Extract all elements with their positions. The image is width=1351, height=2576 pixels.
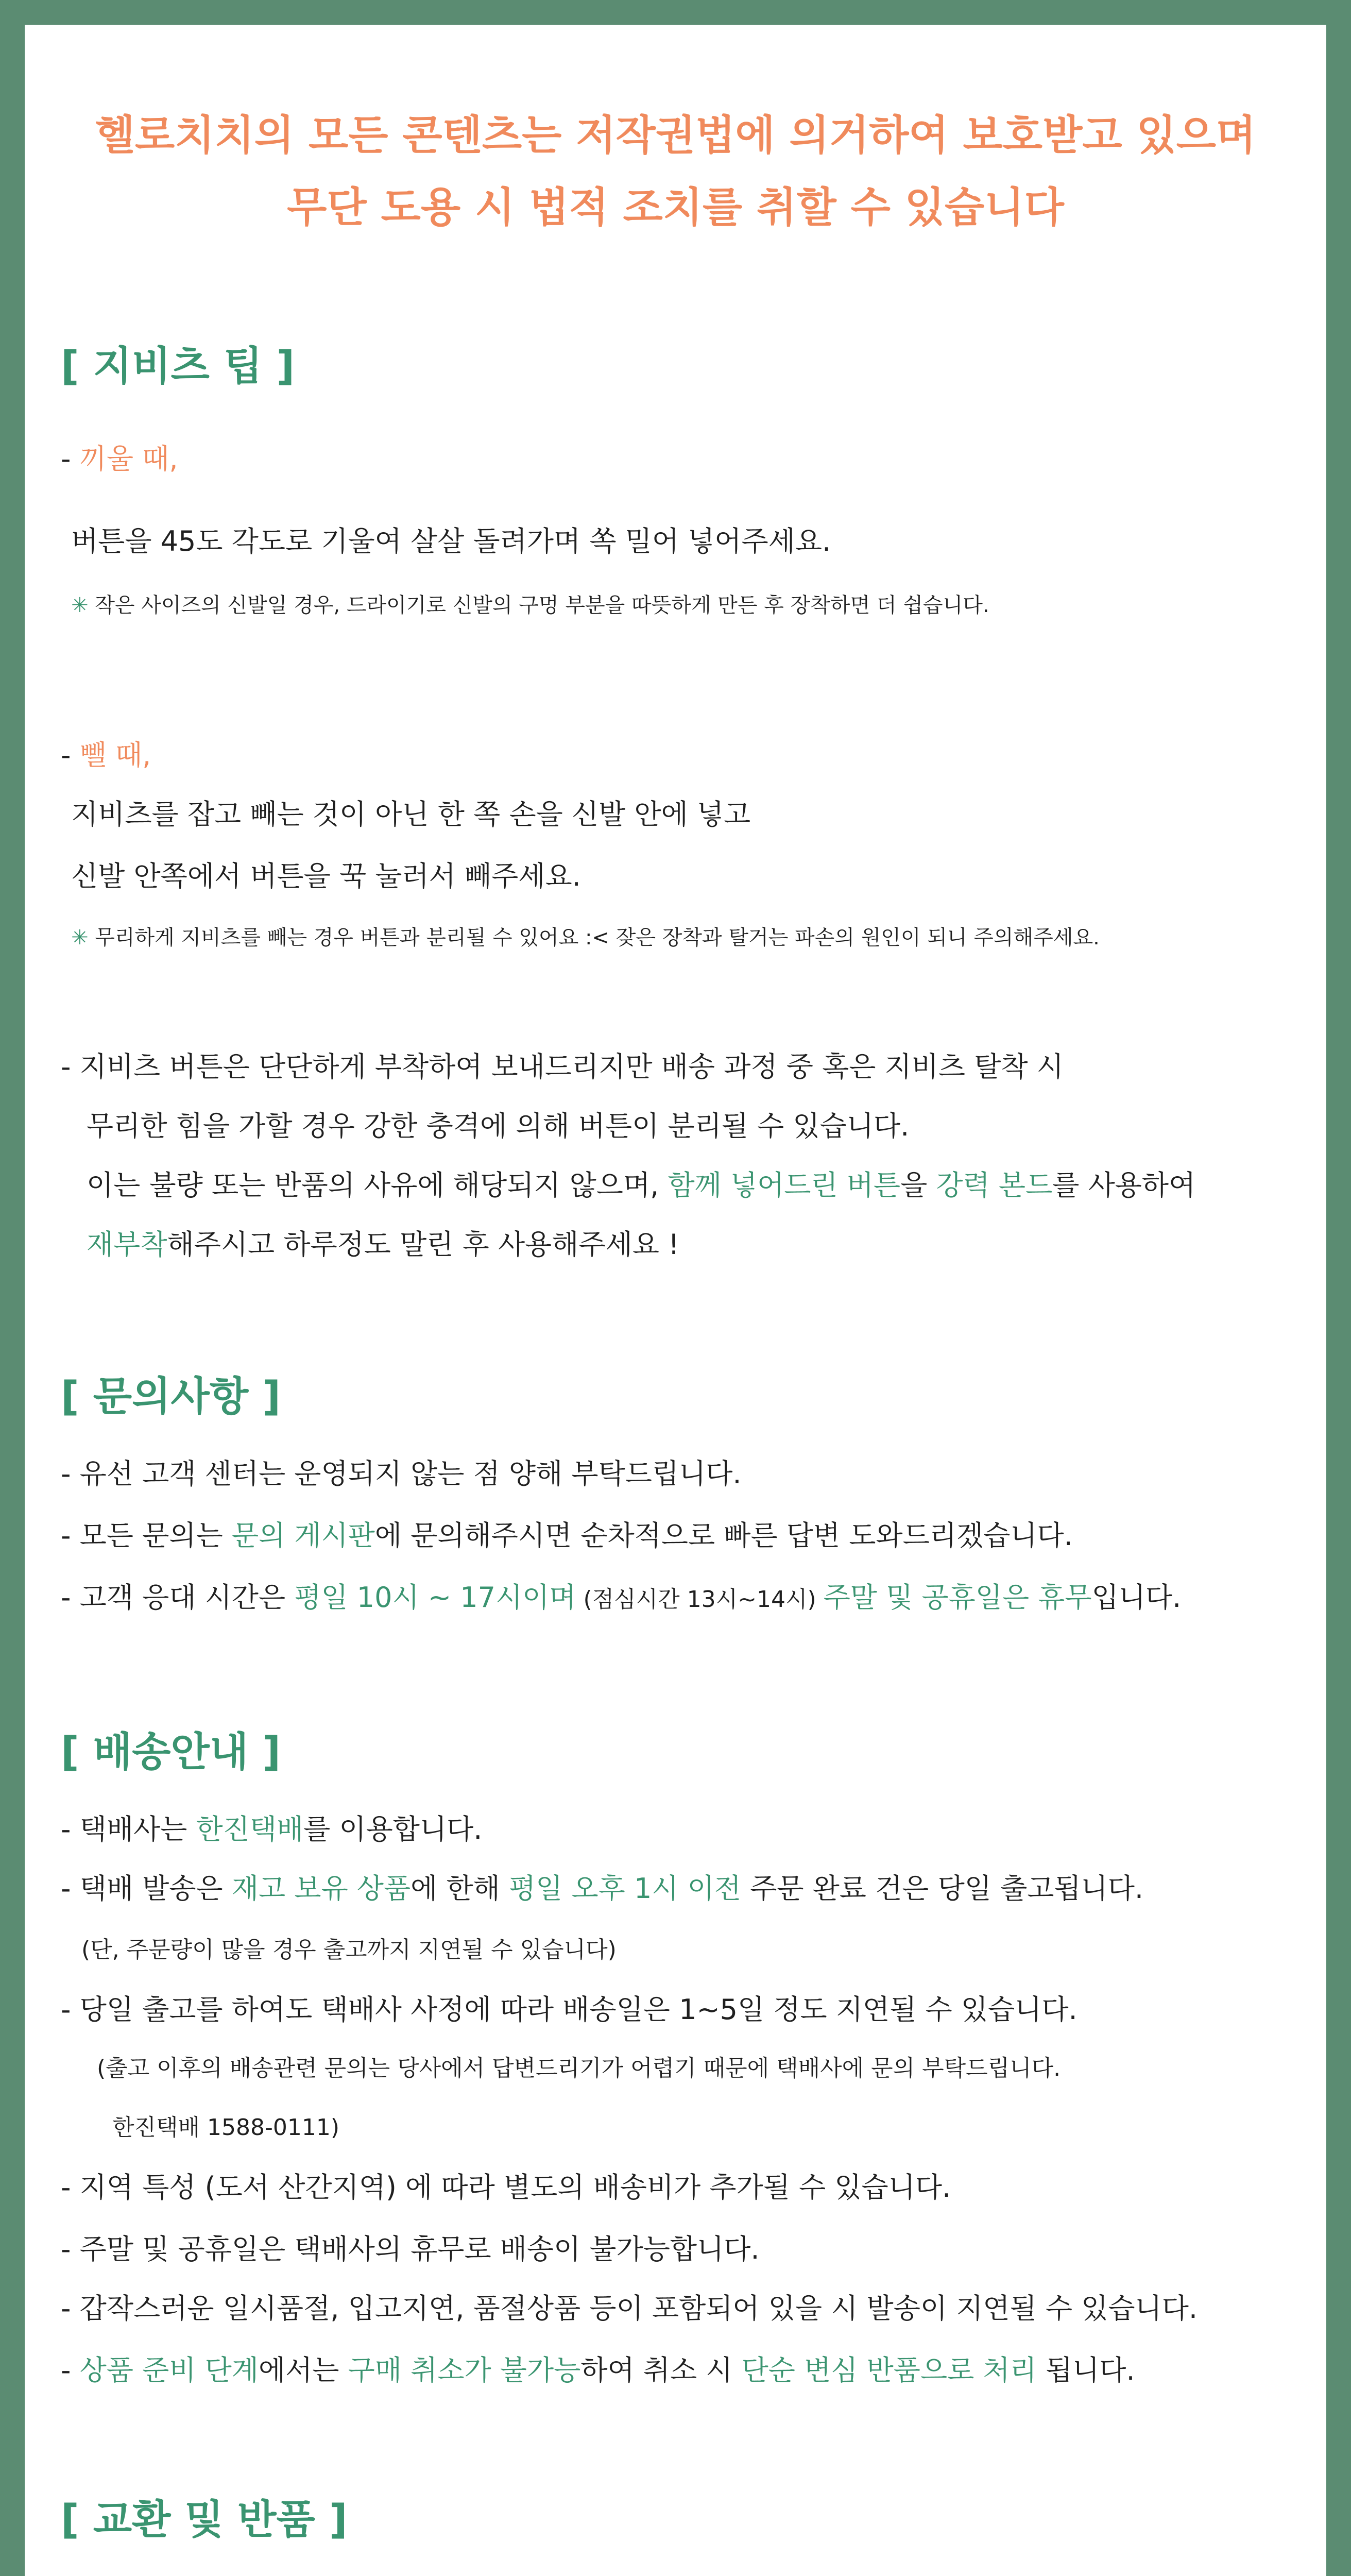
tip-remove-note: ✳ 무리하게 지비츠를 빼는 경우 버튼과 분리될 수 있어요 :< 잦은 장착과 탈거는 파손의 원인이 되니 주의해주세요. [71, 926, 1100, 950]
tip-remove-label: - 뺄 때, [61, 739, 151, 771]
tip-para4: 재부착해주시고 하루정도 말린 후 사용해주세요 ! [87, 1228, 679, 1261]
section-heading-tips: [ 지비츠 팁 ] [61, 343, 295, 389]
inquiry-line2: - 모든 문의는 문의 게시판에 문의해주시면 순차적으로 빠른 답변 도와드리겠습니다. [61, 1519, 1073, 1552]
inquiry-line1: - 유선 고객 센터는 운영되지 않는 점 양해 부탁드립니다. [61, 1458, 742, 1490]
policy-card [25, 25, 1326, 2576]
shipping-line3: (단, 주문량이 많을 경우 출고까지 지연될 수 있습니다) [81, 1937, 617, 1963]
tip-insert-text: 버튼을 45도 각도로 기울여 살살 돌려가며 쏙 밀어 넣어주세요. [71, 525, 831, 557]
tip-para3: 이는 불량 또는 반품의 사유에 해당되지 않으며, 함께 넣어드린 버튼을 강력 본드를 사용하여 [87, 1169, 1196, 1201]
shipping-line8: - 주말 및 공휴일은 택배사의 휴무로 배송이 불가능합니다. [61, 2233, 760, 2265]
section-heading-inquiry: [ 문의사항 ] [61, 1374, 281, 1420]
shipping-line2: - 택배 발송은 재고 보유 상품에 한해 평일 오후 1시 이전 주문 완료 건은 당일 출고됩니다. [61, 1872, 1144, 1905]
shipping-line10: - 상품 준비 단계에서는 구매 취소가 불가능하여 취소 시 단순 변심 반품으로 처리 됩니다. [61, 2354, 1135, 2386]
shipping-line6: 한진택배 1588-0111) [112, 2114, 339, 2141]
tip-remove-text2: 신발 안쪽에서 버튼을 꾹 눌러서 빼주세요. [71, 860, 581, 892]
shipping-line9: - 갑작스러운 일시품절, 입고지연, 품절상품 등이 포함되어 있을 시 발송이 지연될 수 있습니다. [61, 2292, 1198, 2325]
copyright-banner-line2: 무단 도용 시 법적 조치를 취할 수 있습니다 [287, 183, 1064, 231]
shipping-line7: - 지역 특성 (도서 산간지역) 에 따라 별도의 배송비가 추가될 수 있습니다. [61, 2171, 951, 2204]
shipping-line1: - 택배사는 한진택배를 이용합니다. [61, 1813, 483, 1845]
tip-remove-text1: 지비츠를 잡고 빼는 것이 아닌 한 쪽 손을 신발 안에 넣고 [71, 798, 751, 831]
shipping-line5: (출고 이후의 배송관련 문의는 당사에서 답변드리기가 어렵기 때문에 택배사에 문의 부탁드립니다. [97, 2055, 1061, 2081]
section-heading-returns: [ 교환 및 반품 ] [61, 2497, 348, 2543]
section-heading-shipping: [ 배송안내 ] [61, 1729, 281, 1775]
tip-insert-label: - 끼울 때, [61, 443, 178, 475]
shipping-line4: - 당일 출고를 하여도 택배사 사정에 따라 배송일은 1~5일 정도 지연될 수 있습니다. [61, 1993, 1078, 2026]
inquiry-line3: - 고객 응대 시간은 평일 10시 ~ 17시이며 (점심시간 13시~14시) 주말 및 공휴일은 휴무입니다. [61, 1581, 1182, 1614]
tip-para2: 무리한 힘을 가할 경우 강한 충격에 의해 버튼이 분리될 수 있습니다. [87, 1110, 910, 1142]
copyright-banner-line1: 헬로치치의 모든 콘텐츠는 저작권법에 의거하여 보호받고 있으며 [95, 111, 1256, 159]
tip-insert-note: ✳ 작은 사이즈의 신발일 경우, 드라이기로 신발의 구멍 부분을 따뜻하게 만든 후 장착하면 더 쉽습니다. [71, 594, 989, 617]
tip-para1: - 지비츠 버튼은 단단하게 부착하여 보내드리지만 배송 과정 중 혹은 지비츠 탈착 시 [61, 1050, 1064, 1083]
